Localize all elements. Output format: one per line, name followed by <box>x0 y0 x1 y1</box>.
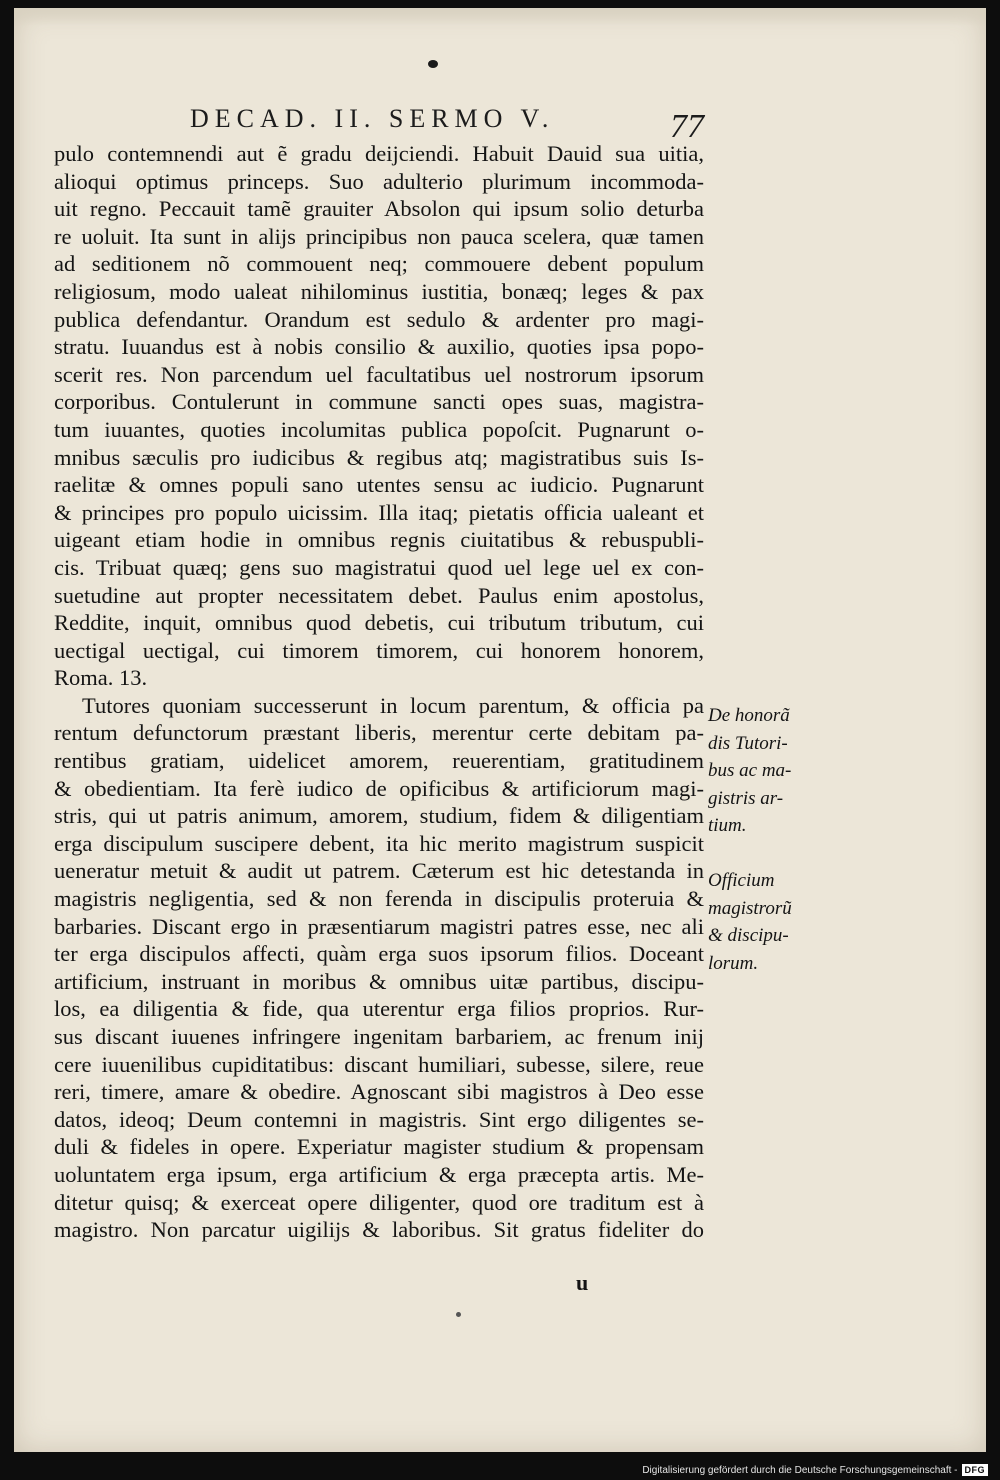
text-line: mnibus sæculis pro iudicibus & regibus atq; magistratibus suis Is- <box>54 444 704 470</box>
page-edge <box>14 8 986 26</box>
text-line: rentibus gratiam, uidelicet amorem, reuerentiam, gratitudinem <box>54 748 704 774</box>
text-line: scerit res. Non parcendum uel facultatibus uel nostrorum ipsorum <box>54 361 704 387</box>
margin-note-line: gistris ar- <box>708 787 784 809</box>
margin-note-line: De honorã <box>708 705 790 726</box>
text-line: cis. Tribuat quæq; gens suo magistratui quod uel lege uel ex con- <box>54 554 704 580</box>
text-line: religiosum, modo ualeat nihilominus iustitia, bonæq; leges & pax <box>54 278 704 304</box>
text-line: raelitæ & omnes populi sano utentes sensu ac iudicio. Pugnarunt <box>54 472 704 498</box>
text-line: uigeant etiam hodie in omnibus regnis ciuitatibus & rebuspubli- <box>54 527 704 553</box>
dfg-logo-icon: DFG <box>962 1464 989 1476</box>
text-line: Tutores quoniam successerunt in locum parentum, & officia pa <box>82 692 704 718</box>
text-line: publica defendantur. Orandum est sedulo & ardenter pro magi- <box>54 306 704 332</box>
text-line: barbaries. Discant ergo in præsentiarum magistri patres esse, nec ali <box>54 913 704 939</box>
text-line: cere iuuenilibus cupiditatibus: discant humiliari, subesse, silere, reue <box>54 1051 704 1077</box>
text-line: uit regno. Peccauit tamẽ grauiter Absolon qui ipsum solio deturba <box>54 196 704 222</box>
text-line: magistris negligentia, sed & non ferenda in discipulis proteruia & <box>54 886 704 912</box>
margin-note-line: bus ac ma- <box>708 760 792 782</box>
ink-mark <box>428 60 438 68</box>
text-line: & obedientiam. Ita ferè iudico de opificibus & artificiorum magi- <box>54 775 704 801</box>
text-line: los, ea diligentia & fide, qua uterentur erga filios proprios. Rur- <box>54 996 704 1022</box>
text-line: artificium, instruant in moribus & omnibus uitæ partibus, discipu- <box>54 968 704 994</box>
margin-note-line: Officium <box>708 870 775 891</box>
text-line: & principes pro populo uicissim. Illa itaq; pietatis officia ualeant et <box>54 499 704 525</box>
margin-note-line: magistrorũ <box>708 897 792 919</box>
text-line: rentum defunctorum præstant liberis, merentur certe debitam pa- <box>54 720 704 746</box>
text-line: Reddite, inquit, omnibus quod debetis, cui tributum tributum, cui <box>54 610 704 636</box>
page-number: 77 <box>670 108 704 145</box>
text-line: Roma. 13. <box>54 665 148 691</box>
text-line: uectigal uectigal, cui timorem timorem, cui honorem honorem, <box>54 637 704 663</box>
running-head: DECAD. II. SERMO V. <box>190 104 555 133</box>
text-line: stratu. Iuuandus est à nobis consilio & auxilio, quoties ipsa popo- <box>54 334 704 360</box>
text-line: erga discipulum suscipere debent, ita hic merito magistrum suspicit <box>54 830 704 856</box>
text-line: ad seditionem nõ commouent neq; commouere debent populum <box>54 251 704 277</box>
text-line: ditetur quisq; & exerceat opere diligenter, quod ore traditum est à <box>54 1189 704 1215</box>
text-line: sus discant iuuenes infringere ingenitam barbariem, ac frenum inij <box>54 1024 704 1049</box>
margin-note-officium <box>708 867 812 977</box>
text-line: duli & fideles in opere. Experiatur magister studium & propensam <box>54 1134 704 1160</box>
margin-note-line: & discipu- <box>708 925 789 947</box>
text-line: corporibus. Contulerunt in commune sancti opes suas, magistra- <box>54 389 704 415</box>
text-line: re uoluit. Ita sunt in alijs principibus non pauca scelera, quæ tamen <box>54 223 704 249</box>
digitization-credit <box>642 1464 988 1476</box>
text-line: datos, ideoq; Deum contemni in magistris. Sint ergo diligentes se- <box>54 1106 704 1132</box>
text-line: ueneratur metuit & audit ut patrem. Cæterum est hic detestanda in <box>54 858 704 884</box>
text-line: suetudine aut propter necessitatem debet. Paulus enim apostolus, <box>54 582 704 608</box>
body-text <box>54 140 704 1244</box>
margin-note-tutors <box>708 702 812 840</box>
text-line: alioqui optimus princeps. Suo adulterio plurimum incommoda- <box>54 168 704 194</box>
margin-note-line: tium. <box>708 815 747 837</box>
margin-note-line: lorum. <box>708 952 759 974</box>
catchword: u <box>576 1270 589 1295</box>
text-line: magistro. Non parcatur uigilijs & laboribus. Sit gratus fideliter do <box>54 1217 704 1243</box>
text-line: stris, qui ut patris animum, amorem, studium, fidem & diligentiam <box>54 803 704 829</box>
text-line: ter erga discipulos affecti, quàm erga suos ipsorum filios. Doceant <box>54 941 704 967</box>
book-page <box>14 8 986 1452</box>
margin-note-line: dis Tutori- <box>708 732 788 754</box>
footer-text: Digitalisierung gefördert durch die Deutsche Forschungsgemeinschaft - <box>642 1464 958 1476</box>
text-line: tum iuuantes, quoties incolumitas publica popoſcit. Pugnarunt o- <box>54 416 704 442</box>
text-line: uoluntatem erga ipsum, erga artificium & erga præcepta artis. Me- <box>54 1161 704 1187</box>
ink-speck <box>456 1312 461 1317</box>
text-line: reri, timere, amare & obedire. Agnoscant sibi magistros à Deo esse <box>54 1079 704 1105</box>
text-line: pulo contemnendi aut ẽ gradu deijciendi. Habuit Dauid sua uitia, <box>54 141 704 166</box>
